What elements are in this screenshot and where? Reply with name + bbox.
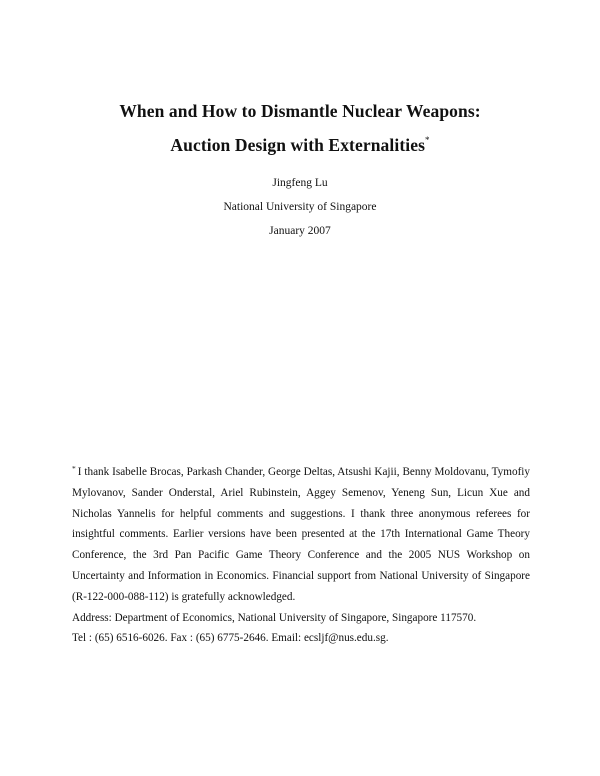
footnote-address: Address: Department of Economics, National University of Singapore, Singapore 117570. bbox=[72, 611, 477, 624]
title-footnote bbox=[72, 459, 530, 649]
paper-title-line-1 bbox=[0, 101, 600, 122]
title-line-1-text: When and How to Dismantle Nuclear Weapons: bbox=[119, 101, 481, 121]
title-footnote-mark: * bbox=[425, 135, 430, 145]
paper-date: January 2007 bbox=[269, 225, 331, 237]
footnote-mark: * bbox=[72, 464, 76, 473]
footnote-contact: Tel : (65) 6516-6026. Fax : (65) 6775-2646. Email: ecsljf@nus.edu.sg. bbox=[72, 632, 389, 645]
title-line-2-text: Auction Design with Externalities bbox=[170, 135, 425, 155]
footnote-acknowledgment-paragraph bbox=[72, 459, 530, 608]
footnote-acknowledgment-text: I thank Isabelle Brocas, Parkash Chander, George Deltas, Atsushi Kajii, Benny Moldovanu, Tymofiy Mylovanov, Sander Onderstal, Ariel Rubinstein, Aggey Semenov, Yeneng Sun, Licun Xue and Nicholas Yannelis for helpful comments and suggestions. I thank three anonymous referees for insightful comments. Earlier versions have been presented at the 17th International Game Theory Conference, the 3rd Pan Pacific Game Theory Conference and the 2005 NUS Workshop on Uncertainty and Information in Economics. Financial support from National University of Singapore (R-122-000-088-112) is gratefully acknowledged. bbox=[72, 466, 530, 603]
author-name: Jingfeng Lu bbox=[272, 177, 328, 189]
paper-title-line-2 bbox=[0, 135, 600, 156]
author-affiliation: National University of Singapore bbox=[223, 201, 377, 213]
